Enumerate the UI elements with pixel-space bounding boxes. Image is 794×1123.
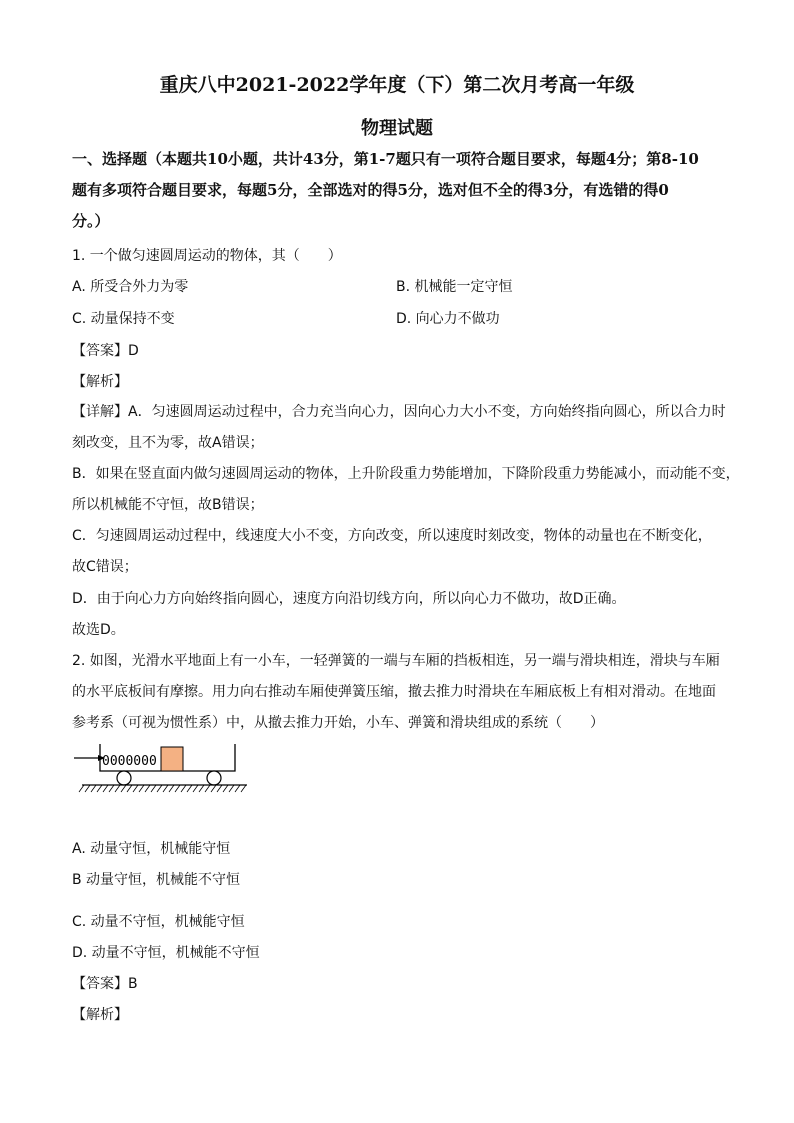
question-1-analysis-label: 【解析】 (72, 374, 128, 390)
question-2-stem-line: 参考系（可视为惯性系）中，从撤去推力开始，小车、弹簧和滑块组成的系统（ ） (72, 715, 604, 731)
question-1-detail-line: D．由于向心力方向始终指向圆心，速度方向沿切线方向，所以向心力不做功，故D正确。 (72, 591, 626, 607)
question-2-option-b: B 动量守恒，机械能不守恒 (72, 872, 241, 888)
question-1-detail-line: C．匀速圆周运动过程中，线速度大小不变，方向改变，所以速度时刻改变，物体的动量也在不断变化， (72, 528, 712, 544)
section-heading-line: 分。） (72, 212, 110, 230)
question-2-answer: 【答案】B (72, 976, 138, 992)
question-1-option-a: A. 所受合外力为零 (72, 279, 189, 295)
question-1-option-c: C. 动量保持不变 (72, 311, 175, 327)
exam-title: 重庆八中2021-2022学年度（下）第二次月考高一年级 (159, 74, 635, 96)
ground-hatching (79, 785, 246, 792)
section-heading (72, 144, 732, 237)
section-heading-line: 一、选择题（本题共10小题，共计43分，第1-7题只有一项符合题目要求，每题4分；第8-10 (72, 150, 699, 168)
question-1-option-b: B. 机械能一定守恒 (396, 279, 513, 295)
question-2-stem-line: 2. 如图，光滑水平地面上有一小车，一轻弹簧的一端与车厢的挡板相连，另一端与滑块相连，滑块与车厢 (72, 653, 720, 669)
spring-coils: 0000000 (102, 754, 157, 769)
question-1-detail-line: 故C错误； (72, 559, 138, 575)
question-2-option-a: A. 动量守恒，机械能守恒 (72, 841, 231, 857)
exam-subtitle: 物理试题 (361, 118, 433, 139)
question-2-option-c: C. 动量不守恒，机械能守恒 (72, 914, 245, 930)
sliding-block (161, 747, 183, 771)
question-2-option-d: D. 动量不守恒，机械能不守恒 (72, 945, 260, 961)
question-1-detail-line: 刻改变，且不为零，故A错误； (72, 435, 264, 451)
cart-wheel-left (117, 771, 131, 785)
question-1-detail-line: 所以机械能不守恒，故B错误； (72, 497, 264, 513)
section-heading-line: 题有多项符合题目要求，每题5分，全部选对的得5分，选对但不全的得3分，有选错的得0 (72, 181, 669, 199)
question-1-detail-line: 【详解】A．匀速圆周运动过程中，合力充当向心力，因向心力大小不变，方向始终指向圆心，所以合力时 (72, 404, 726, 420)
cart-wheel-right (207, 771, 221, 785)
question-1-detail-line: 故选D。 (72, 622, 125, 638)
cart-spring-figure (72, 740, 252, 800)
question-2-stem-line: 的水平底板间有摩擦。用力向右推动车厢使弹簧压缩，撤去推力时滑块在车厢底板上有相对滑动。在地面 (72, 684, 716, 700)
question-1-detail-line: B．如果在竖直面内做匀速圆周运动的物体，上升阶段重力势能增加，下降阶段重力势能减小，而动能不变， (72, 466, 740, 482)
question-2-analysis-label: 【解析】 (72, 1007, 128, 1023)
question-1-answer: 【答案】D (72, 343, 139, 359)
question-1-stem: 1. 一个做匀速圆周运动的物体，其（ ） (72, 248, 342, 264)
question-1-option-d: D. 向心力不做功 (396, 311, 500, 327)
